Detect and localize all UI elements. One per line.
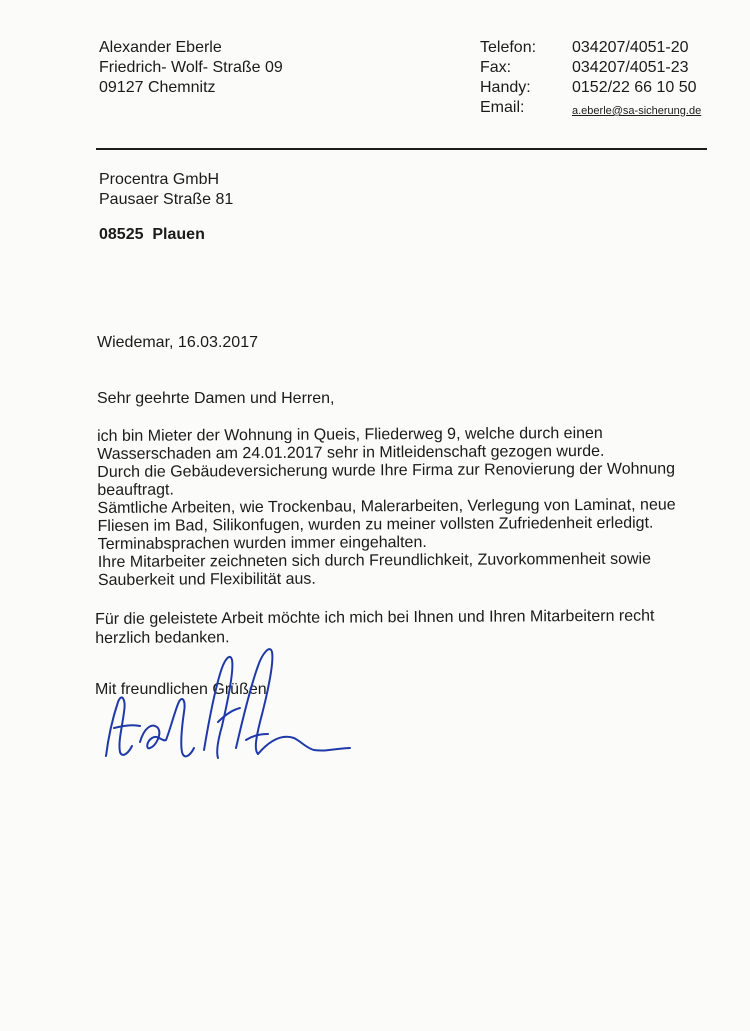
signature-icon bbox=[100, 630, 360, 790]
header-divider bbox=[96, 148, 707, 150]
sender-name: Alexander Eberle bbox=[99, 39, 222, 56]
email-label: Email: bbox=[480, 99, 525, 116]
phone-value: 034207/4051-20 bbox=[572, 39, 689, 56]
sender-city: 09127 Chemnitz bbox=[99, 79, 216, 96]
sender-address bbox=[99, 38, 283, 98]
closing: Mit freundlichen Grüßen bbox=[95, 681, 267, 698]
body-line: Ihre Mitarbeiter zeichneten sich durch Freundlichkeit, Zuvorkommenheit sowie bbox=[97, 550, 652, 571]
sender-street: Friedrich- Wolf- Straße 09 bbox=[99, 59, 283, 76]
recipient-company: Procentra GmbH bbox=[99, 171, 220, 188]
contact-fax-row bbox=[480, 58, 701, 78]
body-line: Sämtliche Arbeiten, wie Trockenbau, Malerarbeiten, Verlegung von Laminat, neue bbox=[97, 496, 676, 517]
body-line: ich bin Mieter der Wohnung in Queis, Fliederweg 9, welche durch einen bbox=[97, 424, 603, 445]
recipient-street: Pausaer Straße 81 bbox=[99, 191, 234, 208]
contact-phone-row bbox=[480, 38, 701, 58]
contact-block bbox=[480, 38, 701, 121]
recipient-address bbox=[99, 170, 233, 210]
fax-value: 034207/4051-23 bbox=[572, 59, 689, 76]
body-line: Wasserschaden am 24.01.2017 sehr in Mitleidenschaft gezogen wurde. bbox=[97, 442, 605, 463]
phone-label: Telefon: bbox=[480, 39, 537, 56]
body-line: Sauberkeit und Flexibilität aus. bbox=[97, 570, 316, 589]
salutation: Sehr geehrte Damen und Herren, bbox=[97, 390, 335, 407]
mobile-value: 0152/22 66 10 50 bbox=[572, 79, 697, 96]
mobile-label: Handy: bbox=[480, 79, 531, 96]
thanks-line: herzlich bedanken. bbox=[95, 629, 230, 647]
letter-body bbox=[97, 424, 718, 590]
body-line: Durch die Gebäudeversicherung wurde Ihre Firma zur Renovierung der Wohnung bbox=[97, 460, 676, 481]
thanks-line: Für die geleistete Arbeit möchte ich mich bei Ihnen und Ihren Mitarbeitern recht bbox=[95, 607, 655, 628]
email-link[interactable]: a.eberle@sa-sicherung.de bbox=[572, 105, 702, 117]
fax-label: Fax: bbox=[480, 59, 512, 76]
body-line: Terminabsprachen wurden immer eingehalten. bbox=[97, 533, 427, 553]
contact-email-row bbox=[480, 98, 701, 121]
body-line: Fliesen im Bad, Silikonfugen, wurden zu meiner vollsten Zufriedenheit erledigt. bbox=[97, 514, 654, 535]
date-line: Wiedemar, 16.03.2017 bbox=[97, 334, 258, 351]
recipient-city: 08525 Plauen bbox=[99, 226, 205, 243]
body-line: beauftragt. bbox=[97, 481, 174, 499]
contact-mobile-row bbox=[480, 78, 701, 98]
